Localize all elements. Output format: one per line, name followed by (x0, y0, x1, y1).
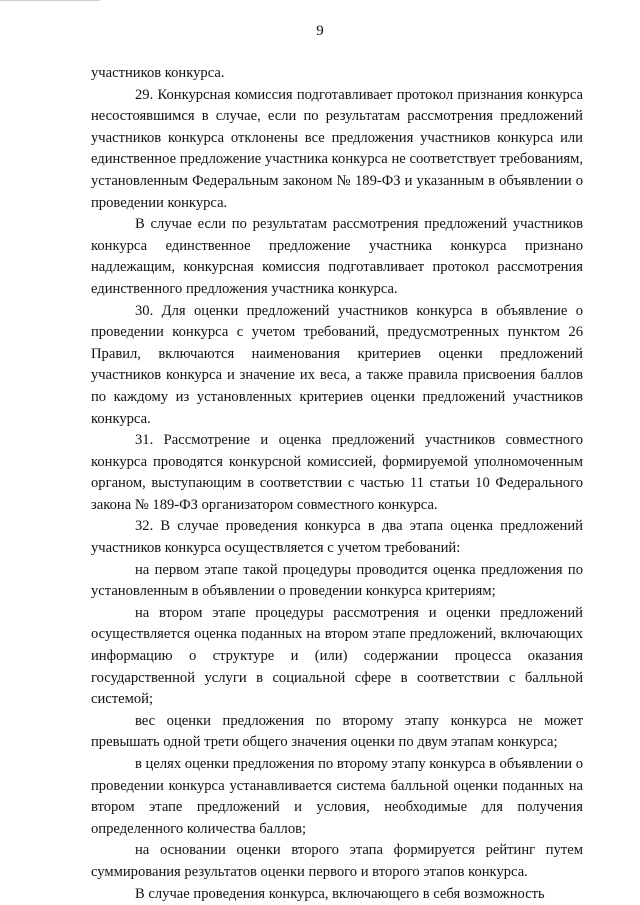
paragraph: вес оценки предложения по второму этапу конкурса не может превышать одной трети общего значения оценки по двум этапам конкурса; (91, 712, 583, 751)
paragraph: на втором этапе процедуры рассмотрения и оценки предложений осуществляется оценка поданных на втором этапе предложений, включающих информацию о структуре и (или) содержании процесса оказания государственной услуги в социальной сфере в соответствии с балльной системой; (91, 604, 583, 708)
paragraph: участников конкурса. (91, 65, 225, 81)
paragraph: В случае если по результатам рассмотрения предложений участников конкурса единственное предложение участника конкурса признано надлежащим, конкурсная комиссия подготавливает протокол рассмотрения единственного предложения участника конкурса. (91, 216, 583, 297)
paragraph: в целях оценки предложения по второму этапу конкурса в объявлении о проведении конкурса устанавливается система балльной оценки поданных на втором этапе предложений и условия, необходимые для получения определенного количества баллов; (91, 756, 583, 837)
paragraph: на основании оценки второго этапа формируется рейтинг путем суммирования результатов оценки первого и второго этапов конкурса. (91, 842, 583, 880)
paragraph-clause-32: 32. В случае проведения конкурса в два этапа оценка предложений участников конкурса осуществляется с учетом требований: (91, 518, 583, 557)
document-body (91, 63, 583, 905)
paragraph-clause-29: 29. Конкурсная комиссия подготавливает протокол признания конкурса несостоявшимся в случае, если по результатам рассмотрения предложений участников конкурса отклонены все предложения участников конкурса или единственное предложение участника конкурса не соответствует требованиям, установленным Федеральным законом № 189-ФЗ и указанным в объявлении о проведении конкурса. (91, 86, 583, 211)
paragraph: В случае проведения конкурса, включающего в себя возможность (135, 885, 545, 902)
scan-edge-line (0, 0, 100, 1)
paragraph: на первом этапе такой процедуры проводится оценка предложения по установленным в объявлении о проведении конкурса критериям; (91, 561, 583, 600)
page-number: 9 (316, 23, 324, 39)
paragraph-clause-31: 31. Рассмотрение и оценка предложений участников совместного конкурса проводятся конкурсной комиссией, формируемой уполномоченным органом, выступающим в соответствии с частью 11 статьи 10 Федерального закона № 189-ФЗ организатором совместного конкурса. (91, 432, 583, 513)
paragraph-clause-30: 30. Для оценки предложений участников конкурса в объявление о проведении конкурса с учетом требований, предусмотренных пунктом 26 Правил, включаются наименования критериев оценки предложений участников конкурса и значение их веса, а также правила присвоения баллов по каждому из установленных критериев оценки предложений участников конкурса. (91, 302, 583, 427)
